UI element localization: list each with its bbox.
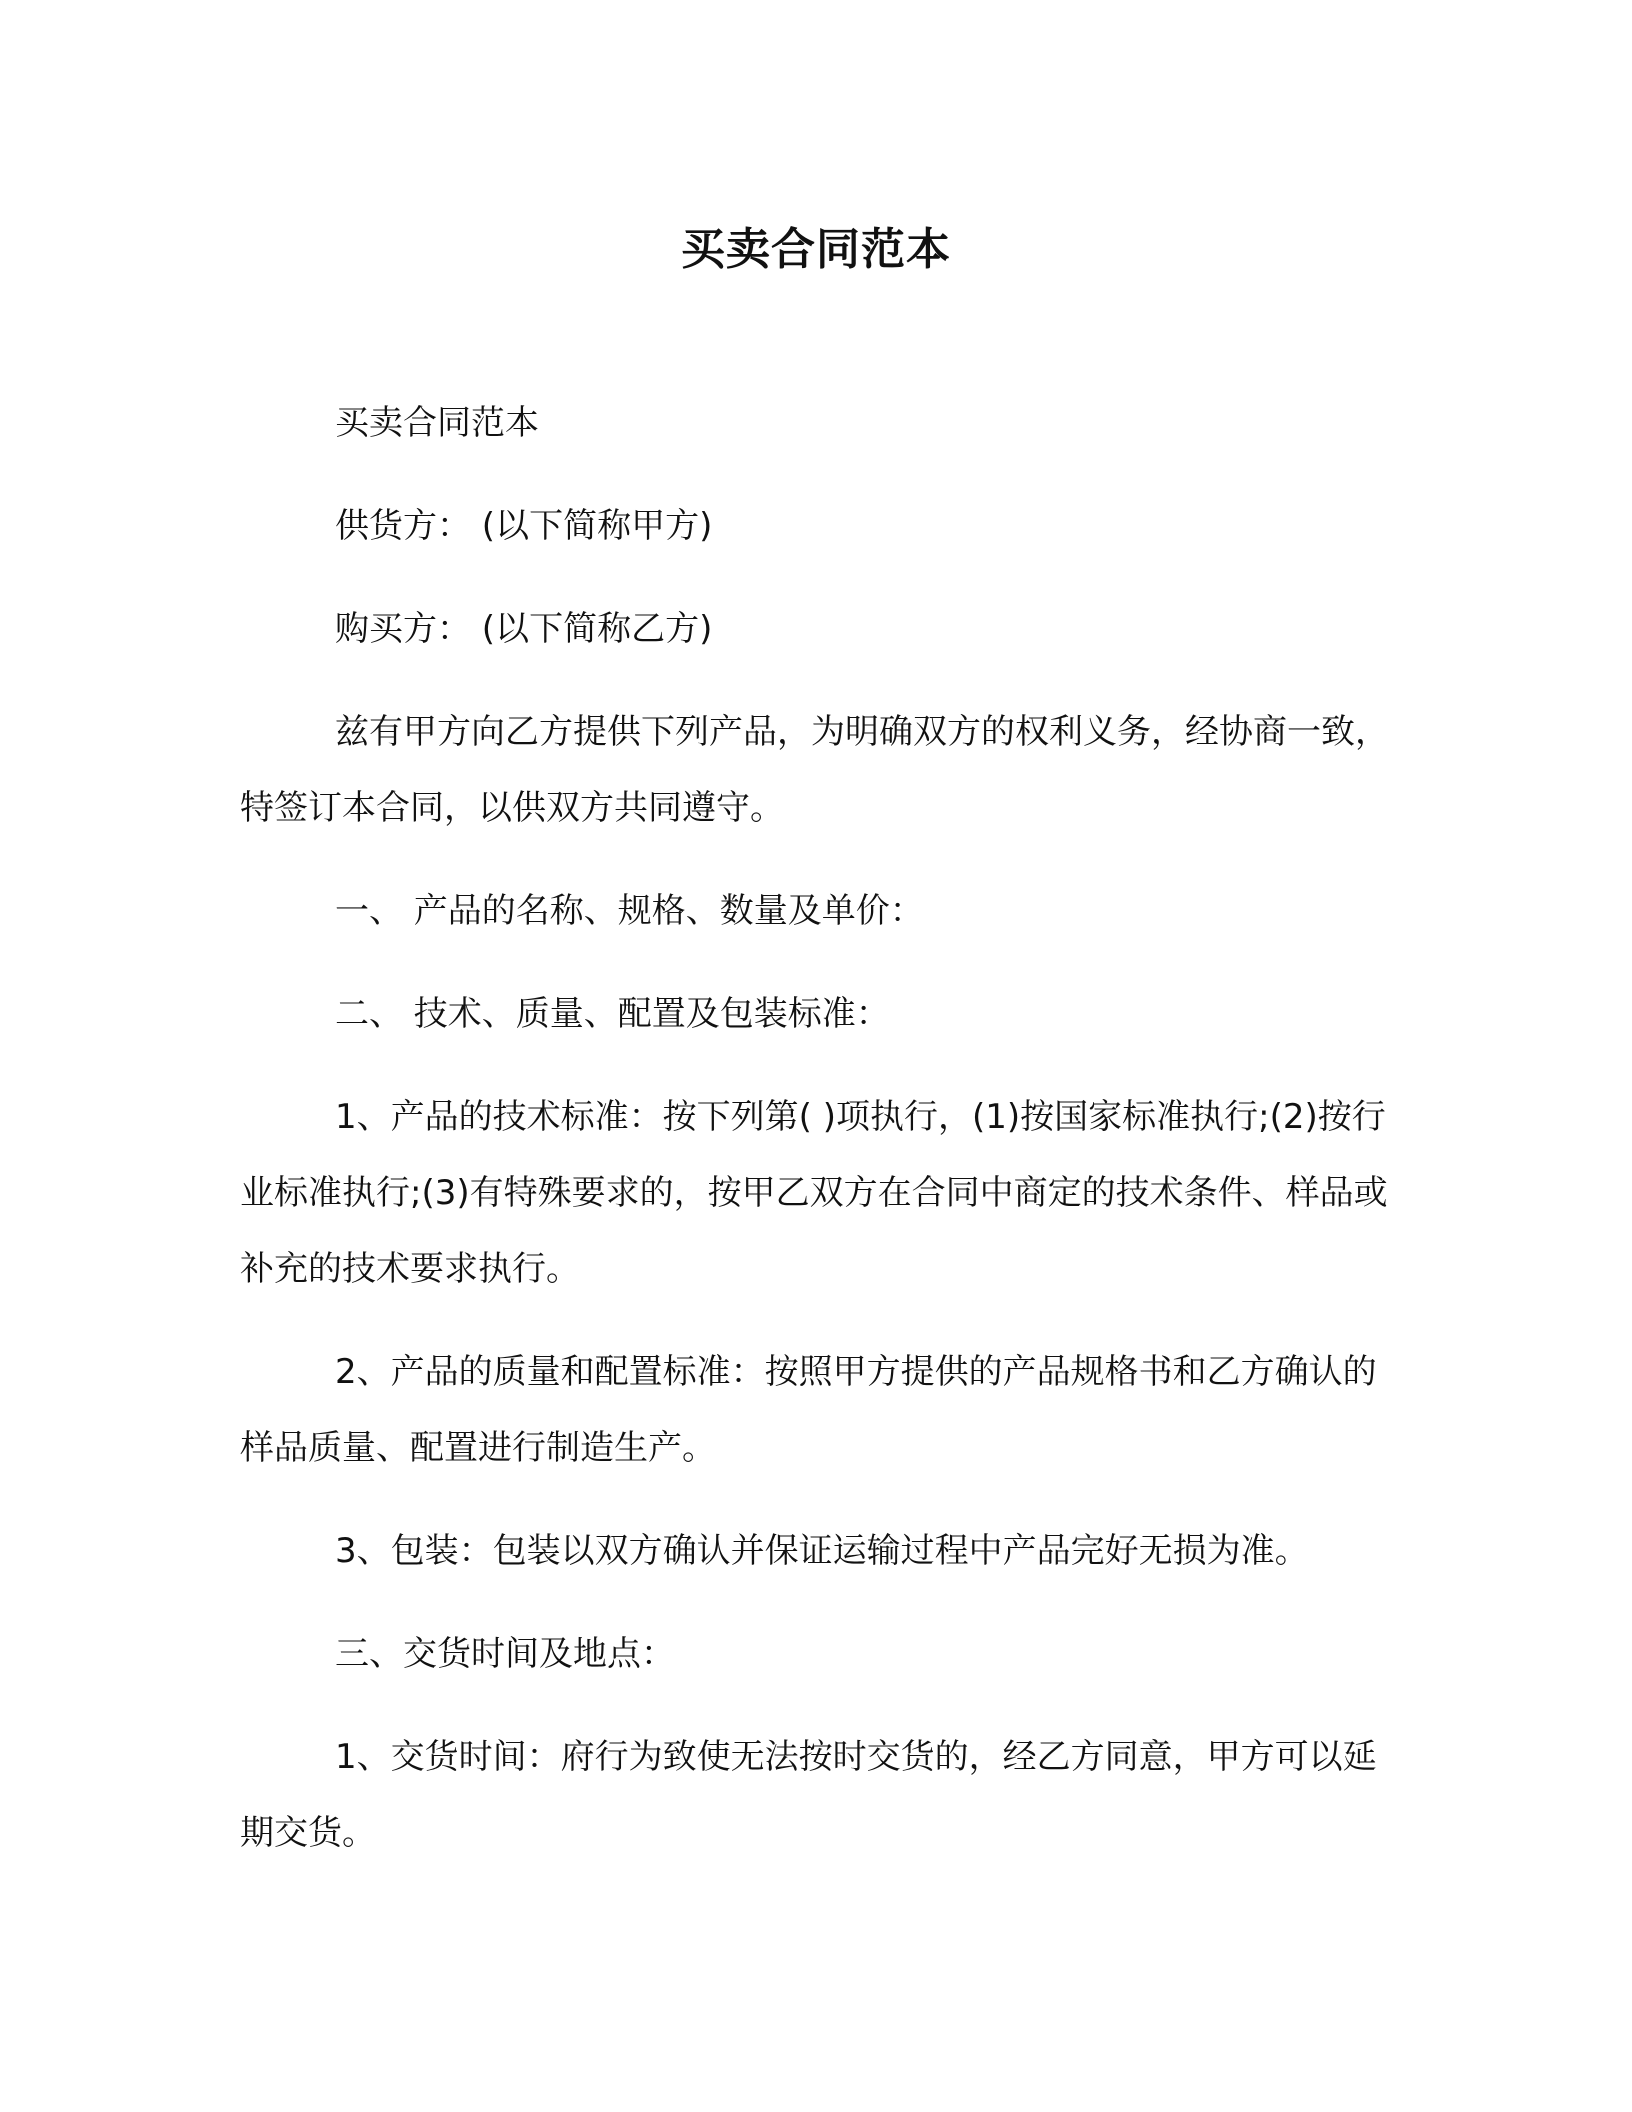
section-heading-2: 二、 技术、质量、配置及包装标准： — [335, 994, 890, 1034]
paragraph-heading: 买卖合同范本 — [335, 403, 539, 443]
section-heading-3: 三、交货时间及地点： — [335, 1634, 675, 1674]
clause-2-1: 1、产品的技术标准：按下列第( )项执行，(1)按国家标准执行;(2)按行业标准执行;(3)有特殊要求的，按甲乙双方在合同中商定的技术条件、样品或补充的技术要求执行。 — [240, 1097, 1388, 1289]
paragraph-supplier: 供货方： (以下简称甲方) — [335, 506, 713, 546]
paragraph-buyer: 购买方： (以下简称乙方) — [335, 609, 713, 649]
clause-3-1: 1、交货时间：府行为致使无法按时交货的，经乙方同意，甲方可以延期交货。 — [240, 1737, 1377, 1853]
section-heading-1: 一、 产品的名称、规格、数量及单价： — [335, 891, 924, 931]
clause-2-3: 3、包装：包装以双方确认并保证运输过程中产品完好无损为准。 — [335, 1531, 1309, 1571]
paragraph-preamble: 兹有甲方向乙方提供下列产品，为明确双方的权利义务，经协商一致，特签订本合同，以供双方共同遵守。 — [240, 712, 1389, 828]
document-title: 买卖合同范本 — [681, 224, 951, 275]
document-body — [240, 385, 1390, 1898]
clause-2-2: 2、产品的质量和配置标准：按照甲方提供的产品规格书和乙方确认的样品质量、配置进行制造生产。 — [240, 1352, 1377, 1468]
